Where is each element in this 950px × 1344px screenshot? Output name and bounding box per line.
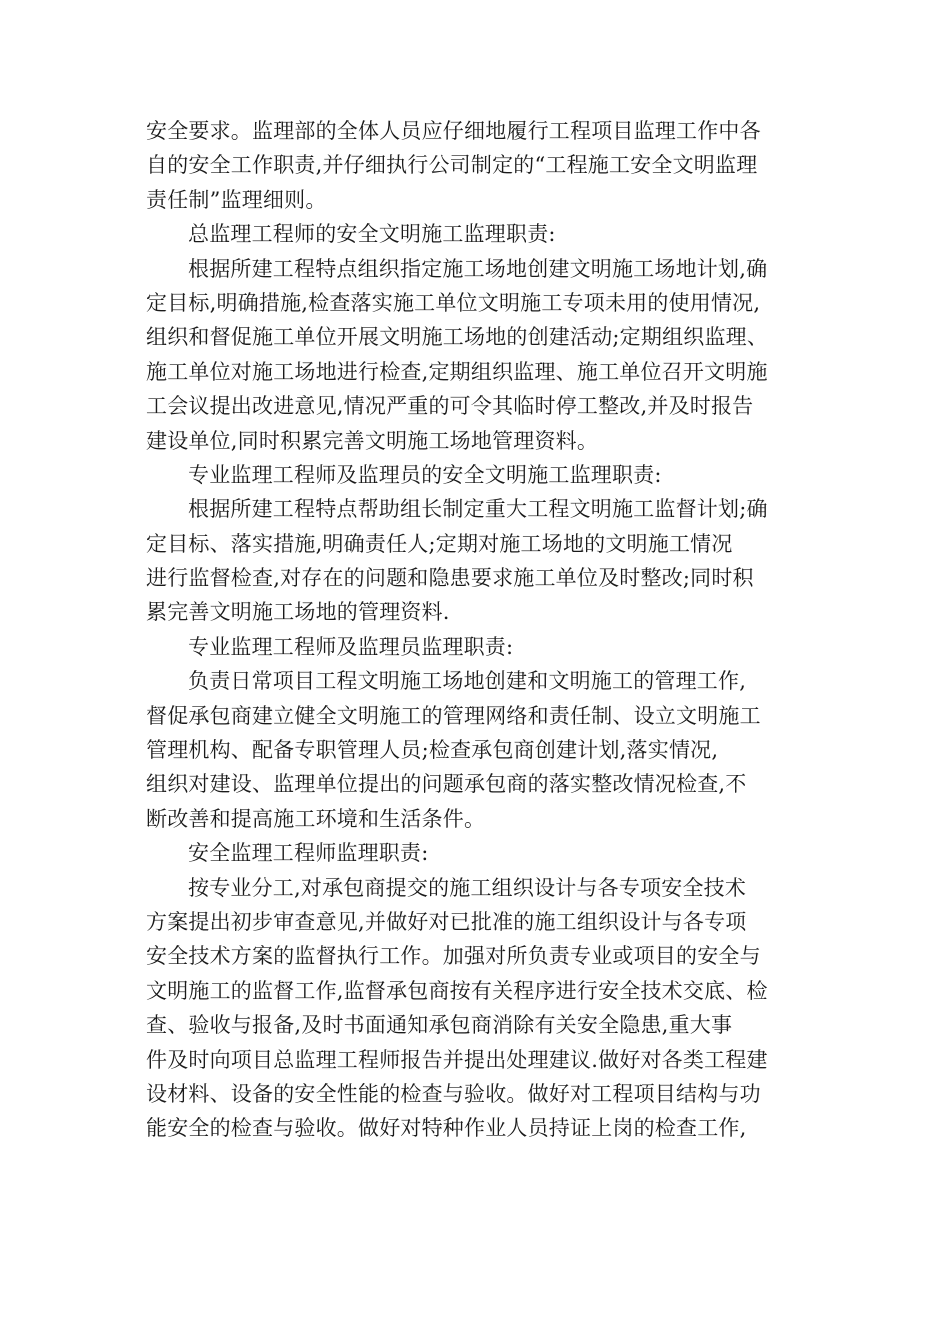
text-line: 自的安全工作职责,并仔细执行公司制定的“工程施工安全文明监理: [146, 153, 758, 178]
text-line: 管理机构、配备专职管理人员;检查承包商创建计划,落实情况,: [146, 738, 719, 763]
text-line: 进行监督检查,对存在的问题和隐患要求施工单位及时整改;同时积: [146, 566, 754, 591]
paragraph-first-line: 安全监理工程师监理职责:: [188, 841, 429, 866]
text-line: 件及时向项目总监理工程师报告并提出处理建议.做好对各类工程建: [146, 1047, 768, 1072]
text-line: 能安全的检查与验收。做好对特种作业人员持证上岗的检查工作,: [146, 1116, 747, 1141]
text-line: 文明施工的监督工作,监督承包商按有关程序进行安全技术交底、检: [146, 978, 768, 1003]
text-line: 累完善文明施工场地的管理资料.: [146, 600, 450, 625]
text-line: 安全技术方案的监督执行工作。加强对所负责专业或项目的安全与: [146, 944, 761, 969]
text-line: 安全要求。监理部的全体人员应仔细地履行工程项目监理工作中各: [146, 119, 761, 143]
paragraph-first-line: 按专业分工,对承包商提交的施工组织设计与各专项安全技术: [188, 875, 747, 900]
text-line: 组织对建设、监理单位提出的问题承包商的落实整改情况检查,不: [146, 772, 747, 797]
text-line: 定目标,明确措施,检查落实施工单位文明施工专项未用的使用情况,: [146, 290, 761, 315]
text-line: 查、验收与报备,及时书面通知承包商消除有关安全隐患,重大事: [146, 1013, 733, 1038]
paragraph-first-line: 负责日常项目工程文明施工场地创建和文明施工的管理工作,: [188, 669, 747, 694]
text-line: 方案提出初步审查意见,并做好对已批准的施工组织设计与各专项: [146, 909, 747, 934]
text-line: 组织和督促施工单位开展文明施工场地的创建活动;定期组织监理、: [146, 325, 769, 350]
paragraph-first-line: 总监理工程师的安全文明施工监理职责:: [188, 222, 556, 247]
paragraph-first-line: 根据所建工程特点组织指定施工场地创建文明施工场地计划,确: [188, 256, 768, 281]
paragraph-first-line: 专业监理工程师及监理员监理职责:: [188, 634, 514, 659]
paragraph-first-line: 根据所建工程特点帮助组长制定重大工程文明施工监督计划;确: [188, 497, 768, 522]
text-line: 定目标、落实措施,明确责任人;定期对施工场地的文明施工情况: [146, 531, 733, 556]
text-line: 施工单位对施工场地进行检查,定期组织监理、施工单位召开文明施: [146, 359, 768, 384]
text-line: 工会议提出改进意见,情况严重的可令其临时停工整改,并及时报告: [146, 394, 754, 419]
paragraph-first-line: 专业监理工程师及监理员的安全文明施工监理职责:: [188, 462, 662, 487]
document-page: [146, 114, 816, 1146]
text-line: 责任制”监理细则。: [146, 187, 327, 212]
text-line: 设材料、设备的安全性能的检查与验收。做好对工程项目结构与功: [146, 1081, 761, 1106]
text-line: 建设单位,同时积累完善文明施工场地管理资料。: [146, 428, 599, 453]
text-line: 督促承包商建立健全文明施工的管理网络和责任制、设立文明施工: [146, 703, 761, 728]
text-line: 断改善和提高施工环境和生活条件。: [146, 806, 486, 831]
